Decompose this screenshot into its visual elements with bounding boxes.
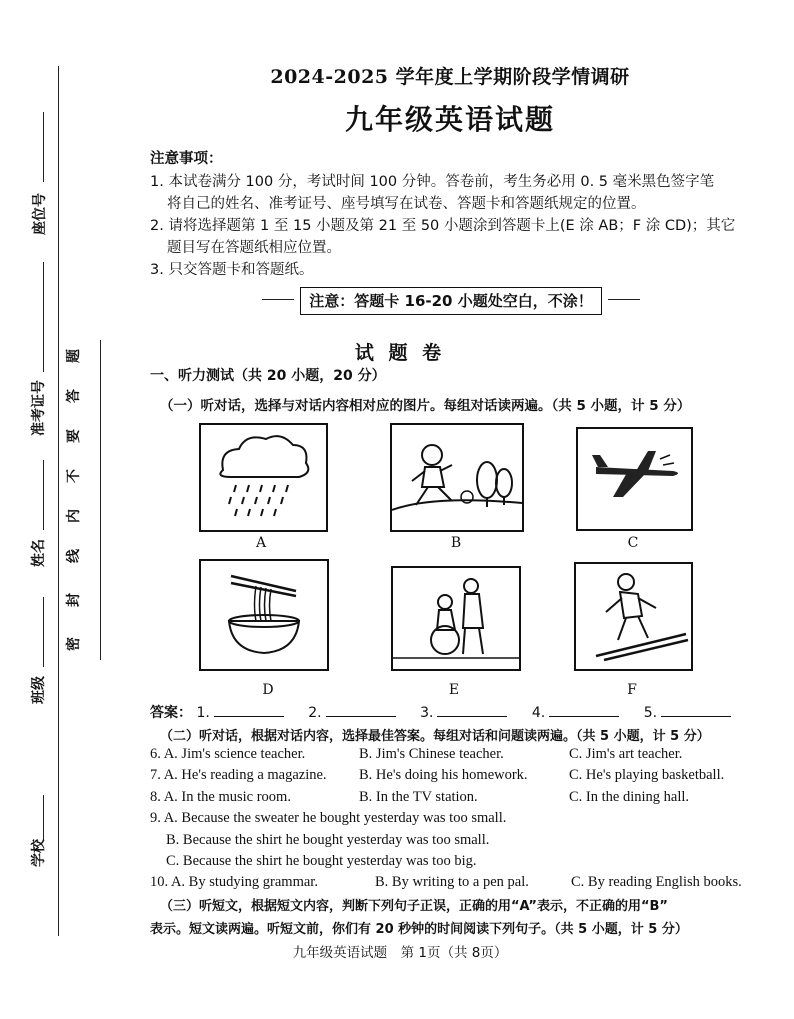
q8-option-b: B. In the TV station. [359, 789, 478, 805]
class-field-line[interactable] [43, 597, 44, 667]
seal-char-1: 题 [66, 349, 82, 363]
seal-char-3: 要 [66, 429, 82, 443]
notice-dash-left [262, 299, 294, 300]
part2-heading: （二）听对话，根据对话内容，选择最佳答案。每组对话和问题读两遍。（共 5 小题，计 5 分） [160, 729, 710, 744]
seal-char-6: 线 [66, 549, 82, 563]
answer-5-number: 5. [643, 705, 658, 721]
q6-option-a: 6. A. Jim's science teacher. [150, 746, 306, 762]
picture-f-label: F [627, 682, 637, 698]
answer-3-number: 3. [420, 705, 434, 721]
part1-heading: 一、听力测试（共 20 小题，20 分） [150, 368, 386, 384]
rain-cloud-icon [201, 425, 326, 530]
binding-line-outer [58, 66, 59, 936]
seat-label: 座位号 [32, 193, 48, 235]
school-label: 学校 [31, 839, 47, 867]
answer-5-blank[interactable] [661, 704, 731, 717]
seat-field-line[interactable] [43, 112, 44, 182]
note-item1-line2: 将自己的姓名、准考证号、座号填写在试卷、答题卡和答题纸规定的位置。 [167, 196, 646, 212]
school-field-line[interactable] [43, 795, 44, 840]
answer-label: 答案： [150, 705, 192, 721]
notice-dash-right [608, 299, 640, 300]
notes-heading: 注意事项： [150, 151, 223, 167]
q9-option-a: 9. A. Because the sweater he bought yesterday was too small. [150, 810, 507, 826]
answer-1-blank[interactable] [214, 704, 284, 717]
picture-c-label: C [627, 535, 639, 551]
exam-id-field-line[interactable] [43, 262, 44, 372]
q6-option-c: C. Jim's art teacher. [569, 746, 683, 762]
name-label: 姓名 [31, 539, 47, 567]
q7-option-c: C. He's playing basketball. [569, 767, 725, 783]
answer-2-blank[interactable] [326, 704, 396, 717]
note-item3: 3. 只交答题卡和答题纸。 [150, 262, 314, 278]
notice-box: 注意：答题卡 16-20 小题处空白，不涂！ [300, 287, 602, 315]
picture-d-label: D [262, 682, 274, 698]
q8-option-a: 8. A. In the music room. [150, 789, 291, 805]
name-field-line[interactable] [43, 460, 44, 530]
q6-option-b: B. Jim's Chinese teacher. [359, 746, 504, 762]
picture-c [576, 427, 693, 531]
section-title: 试 题 卷 [354, 342, 446, 364]
answer-line [150, 702, 731, 722]
picture-a-label: A [255, 535, 267, 551]
picture-e [391, 566, 521, 671]
seal-char-8: 密 [66, 637, 82, 651]
answer-1-number: 1. [196, 705, 210, 721]
running-boy-icon [392, 425, 522, 530]
noodles-bowl-icon [201, 561, 327, 669]
picture-f [574, 562, 693, 671]
seal-char-4: 不 [66, 469, 82, 483]
note-item2-line2: 题目写在答题纸相应位置。 [167, 240, 341, 256]
binding-line-inner [100, 340, 101, 660]
answer-2-number: 2. [308, 705, 322, 721]
part3-line2: 表示。短文读两遍。听短文前，你们有 20 秒钟的时间阅读下列句子。（共 5 小题，计 5 分） [150, 922, 688, 937]
picture-b [390, 423, 524, 532]
part3-line1: （三）听短文，根据短文内容，判断下列句子正误，正确的用“A”表示，不正确的用“B” [160, 899, 668, 914]
q10-option-a: 10. A. By studying grammar. [150, 874, 318, 890]
class-label: 班级 [31, 676, 47, 704]
exam-id-label: 准考证号 [31, 380, 47, 436]
skier-icon [576, 564, 691, 669]
picture-d [199, 559, 329, 671]
q10-option-c: C. By reading English books. [571, 874, 742, 890]
picture-b-label: B [450, 535, 462, 551]
seal-char-5: 内 [66, 509, 82, 523]
page-footer: 九年级英语试题 第 1页（共 8页） [292, 945, 508, 961]
part1a-heading: （一）听对话，选择与对话内容相对应的图片。每组对话读两遍。（共 5 小题，计 5 分） [160, 398, 691, 414]
exam-title-line1: 2024-2025 学年度上学期阶段学情调研 [270, 66, 630, 88]
q7-option-b: B. He's doing his homework. [359, 767, 528, 783]
note-item2-line1: 2. 请将选择题第 1 至 15 小题及第 21 至 50 小题涂到答题卡上(E 涂 AB；F 涂 CD)；其它 [150, 218, 736, 234]
seal-char-2: 答 [66, 389, 82, 403]
q10-option-b: B. By writing to a pen pal. [375, 874, 529, 890]
q9-option-b: B. Because the shirt he bought yesterday was too small. [166, 832, 490, 848]
q7-option-a: 7. A. He's reading a magazine. [150, 767, 327, 783]
airplane-icon [578, 429, 691, 529]
picture-e-label: E [448, 682, 460, 698]
answer-3-blank[interactable] [437, 704, 507, 717]
seal-char-7: 封 [66, 593, 82, 607]
wheelchair-icon [393, 568, 519, 669]
q8-option-c: C. In the dining hall. [569, 789, 690, 805]
answer-4-number: 4. [531, 705, 546, 721]
picture-a [199, 423, 328, 532]
q9-option-c: C. Because the shirt he bought yesterday was too big. [166, 853, 477, 869]
answer-4-blank[interactable] [549, 704, 619, 717]
exam-title-line2: 九年级英语试题 [344, 103, 555, 136]
note-item1-line1: 1. 本试卷满分 100 分，考试时间 100 分钟。答卷前，考生务必用 0. 5 毫米黑色签字笔 [150, 174, 715, 190]
